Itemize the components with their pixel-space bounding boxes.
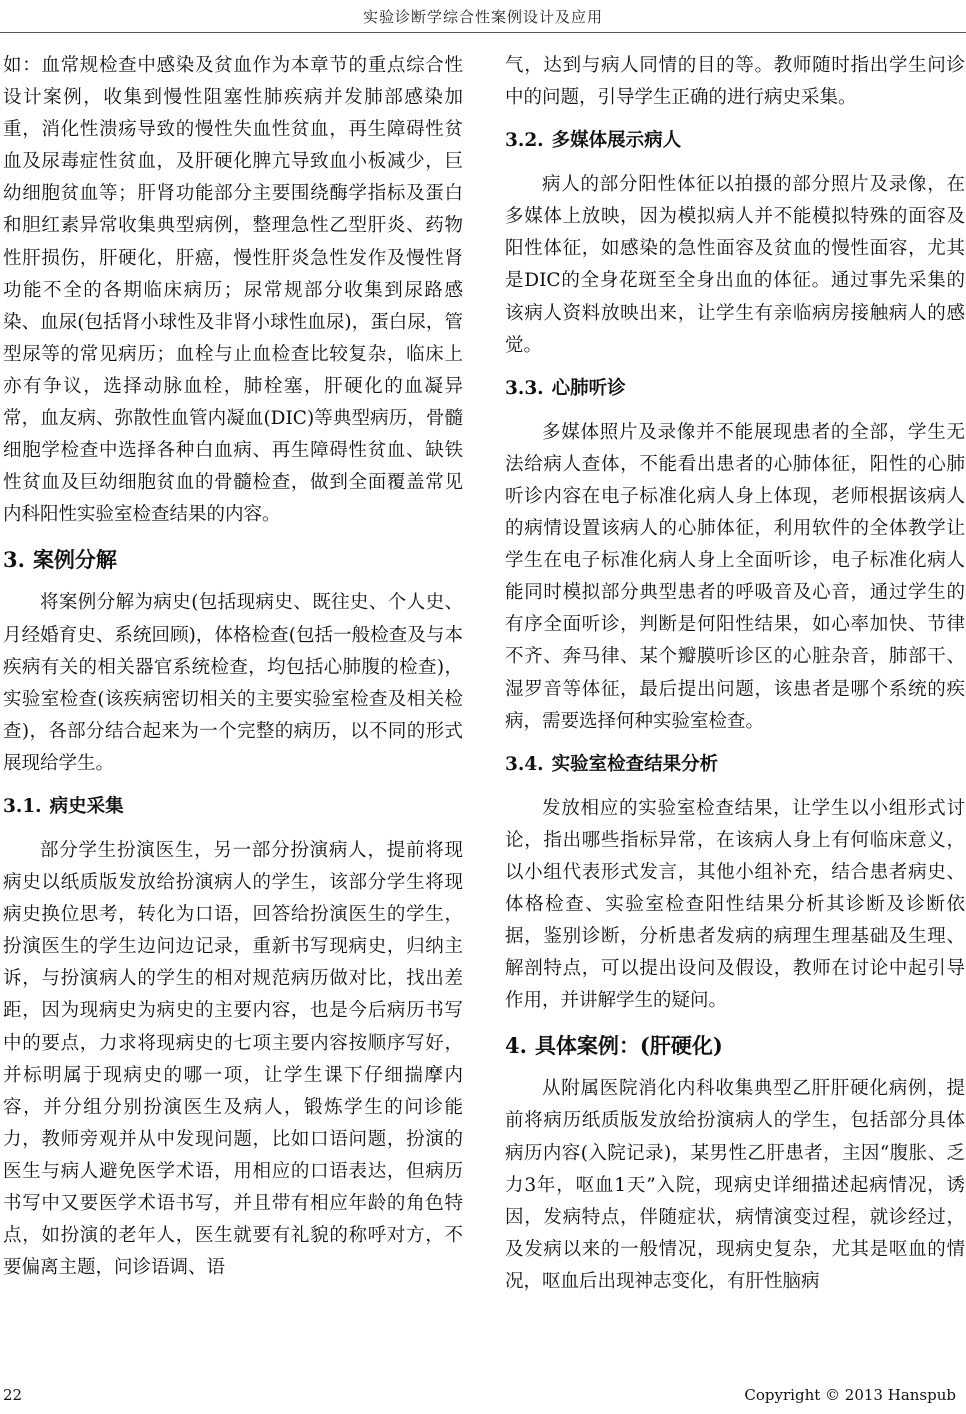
page-number: 22 bbox=[3, 1386, 23, 1404]
section-title: 心肺听诊 bbox=[551, 377, 626, 399]
section-3-4-heading bbox=[505, 751, 965, 779]
paragraph-case-collection: 如：血常规检查中感染及贫血作为本章节的重点综合性设计案例，收集到慢性阻塞性肺疾病并发肺部感染加重，消化性溃疡导致的慢性失血性贫血，再生障碍性贫血及尿毒症性贫血，及肝硬化脾亢导致血小板减少，巨幼细胞贫血等；肝肾功能部分主要围绕酶学指标及蛋白和胆红素异常收集典型病例，整理急性乙型肝炎、药物性肝损伤，肝硬化，肝癌，慢性肝炎急性发作及慢性肾功能不全的各期临床病历；尿常规部分收集到尿路感染、血尿(包括肾小球性及非肾小球性血尿)，蛋白尿，管型尿等的常见病历；血栓与止血检查比较复杂，临床上亦有争议，选择动脉血栓，肺栓塞，肝硬化的血凝异常，血友病、弥散性血管内凝血(DIC)等典型病历，骨髓细胞学检查中选择各种白血病、再生障碍性贫血、缺铁性贫血及巨幼细胞贫血的骨髓检查，做到全面覆盖常见内科阳性实验室检查结果的内容。 bbox=[3, 55, 463, 526]
right-column bbox=[505, 50, 965, 1298]
section-title: 具体案例：(肝硬化) bbox=[534, 1033, 723, 1059]
section-4-heading bbox=[505, 1031, 965, 1061]
section-3-3-heading bbox=[505, 375, 965, 403]
paragraph-specific-case: 从附属医院消化内科收集典型乙肝肝硬化病例，提前将病历纸质版发放给扮演病人的学生，包括部分具体病历内容(入院记录)，某男性乙肝患者，主因“腹胀、乏力3年，呕血1天”入院，现病史详细描述起病情况，诱因，发病特点，伴随症状，病情演变过程，就诊经过，及发病以来的一般情况，现病史复杂，尤其是呕血的情况，呕血后出现神志变化，有肝性脑病 bbox=[505, 1078, 965, 1292]
section-title: 病史采集 bbox=[49, 795, 124, 817]
section-3-1-heading bbox=[3, 793, 463, 821]
paragraph-multimedia: 病人的部分阳性体征以拍摄的部分照片及录像，在多媒体上放映，因为模拟病人并不能模拟特殊的面容及阳性体征，如感染的急性面容及贫血的慢性面容，尤其是DIC的全身花斑至全身出血的体征。通过事先采集的该病人资料放映出来，让学生有亲临病房接触病人的感觉。 bbox=[505, 174, 965, 356]
section-number: 3. bbox=[3, 547, 25, 573]
section-number: 3.1. bbox=[3, 795, 42, 817]
section-title: 实验室检查结果分析 bbox=[551, 753, 719, 775]
section-number: 3.4. bbox=[505, 753, 544, 775]
running-header: 实验诊断学综合性案例设计及应用 bbox=[362, 8, 603, 26]
section-number: 3.2. bbox=[505, 130, 544, 152]
section-3-heading bbox=[3, 545, 463, 575]
copyright-notice: Copyright © 2013 Hanspub bbox=[744, 1386, 956, 1404]
paragraph-lab-analysis: 发放相应的实验室检查结果，让学生以小组形式讨论，指出哪些指标异常，在该病人身上有何临床意义，以小组代表形式发言，其他小组补充，结合患者病史、体格检查、实验室检查阳性结果分析其诊断及诊断依据，鉴别诊断，分析患者发病的病理生理基础及生理、解剖特点，可以提出设问及假设，教师在讨论中起引导作用，并讲解学生的疑问。 bbox=[505, 797, 965, 1012]
section-number: 3.3. bbox=[505, 377, 544, 399]
paragraph-history-taking: 部分学生扮演医生，另一部分扮演病人，提前将现病史以纸质版发放给扮演病人的学生，该部分学生将现病史换位思考，转化为口语，回答给扮演医生的学生，扮演医生的学生边问边记录，重新书写现病史，归纳主诉，与扮演病人的学生的相对规范病历做对比，找出差距，因为现病史为病史的主要内容，也是今后病历书写中的要点，力求将现病史的七项主要内容按顺序写好，并标明属于现病史的哪一项，让学生课下仔细揣摩内容，并分组分别扮演医生及病人，锻炼学生的问诊能力，教师旁观并从中发现问题，比如口语问题，扮演的医生与病人避免医学术语，用相应的口语表达，但病历书写中又要医学术语书写，并且带有相应年龄的角色特点，如扮演的老年人，医生就要有礼貌的称呼对方，不要偏离主题，问诊语调、语 bbox=[3, 839, 463, 1279]
section-title: 案例分解 bbox=[32, 547, 117, 573]
paragraph-history-continued: 气，达到与病人同情的目的等。教师随时指出学生问诊中的问题，引导学生正确的进行病史采集。 bbox=[505, 55, 965, 109]
section-title: 多媒体展示病人 bbox=[551, 130, 682, 152]
section-3-2-heading bbox=[505, 127, 965, 155]
paragraph-auscultation: 多媒体照片及录像并不能展现患者的全部，学生无法给病人查体，不能看出患者的心肺体征，阳性的心肺听诊内容在电子标准化病人身上体现，老师根据该病人的病情设置该病人的心肺体征，利用软件的全体教学让学生在电子标准化病人身上全面听诊，电子标准化病人能同时模拟部分典型患者的呼吸音及心音，通过学生的有序全面听诊，判断是何阳性结果，如心率加快、节律不齐、奔马律、某个瓣膜听诊区的心脏杂音，肺部干、湿罗音等体征，最后提出问题，该患者是哪个系统的疾病，需要选择何种实验室检查。 bbox=[505, 421, 965, 732]
paragraph-case-decomposition: 将案例分解为病史(包括现病史、既往史、个人史、月经婚育史、系统回顾)，体格检查(包括一般检查及与本疾病有关的相关器官系统检查，均包括心肺腹的检查)，实验室检查(该疾病密切相关的主要实验室检查及相关检查)，各部分结合起来为一个完整的病历，以不同的形式展现给学生。 bbox=[3, 592, 463, 774]
left-column bbox=[3, 50, 463, 1284]
header-rule bbox=[0, 32, 966, 33]
section-number: 4. bbox=[505, 1033, 527, 1059]
